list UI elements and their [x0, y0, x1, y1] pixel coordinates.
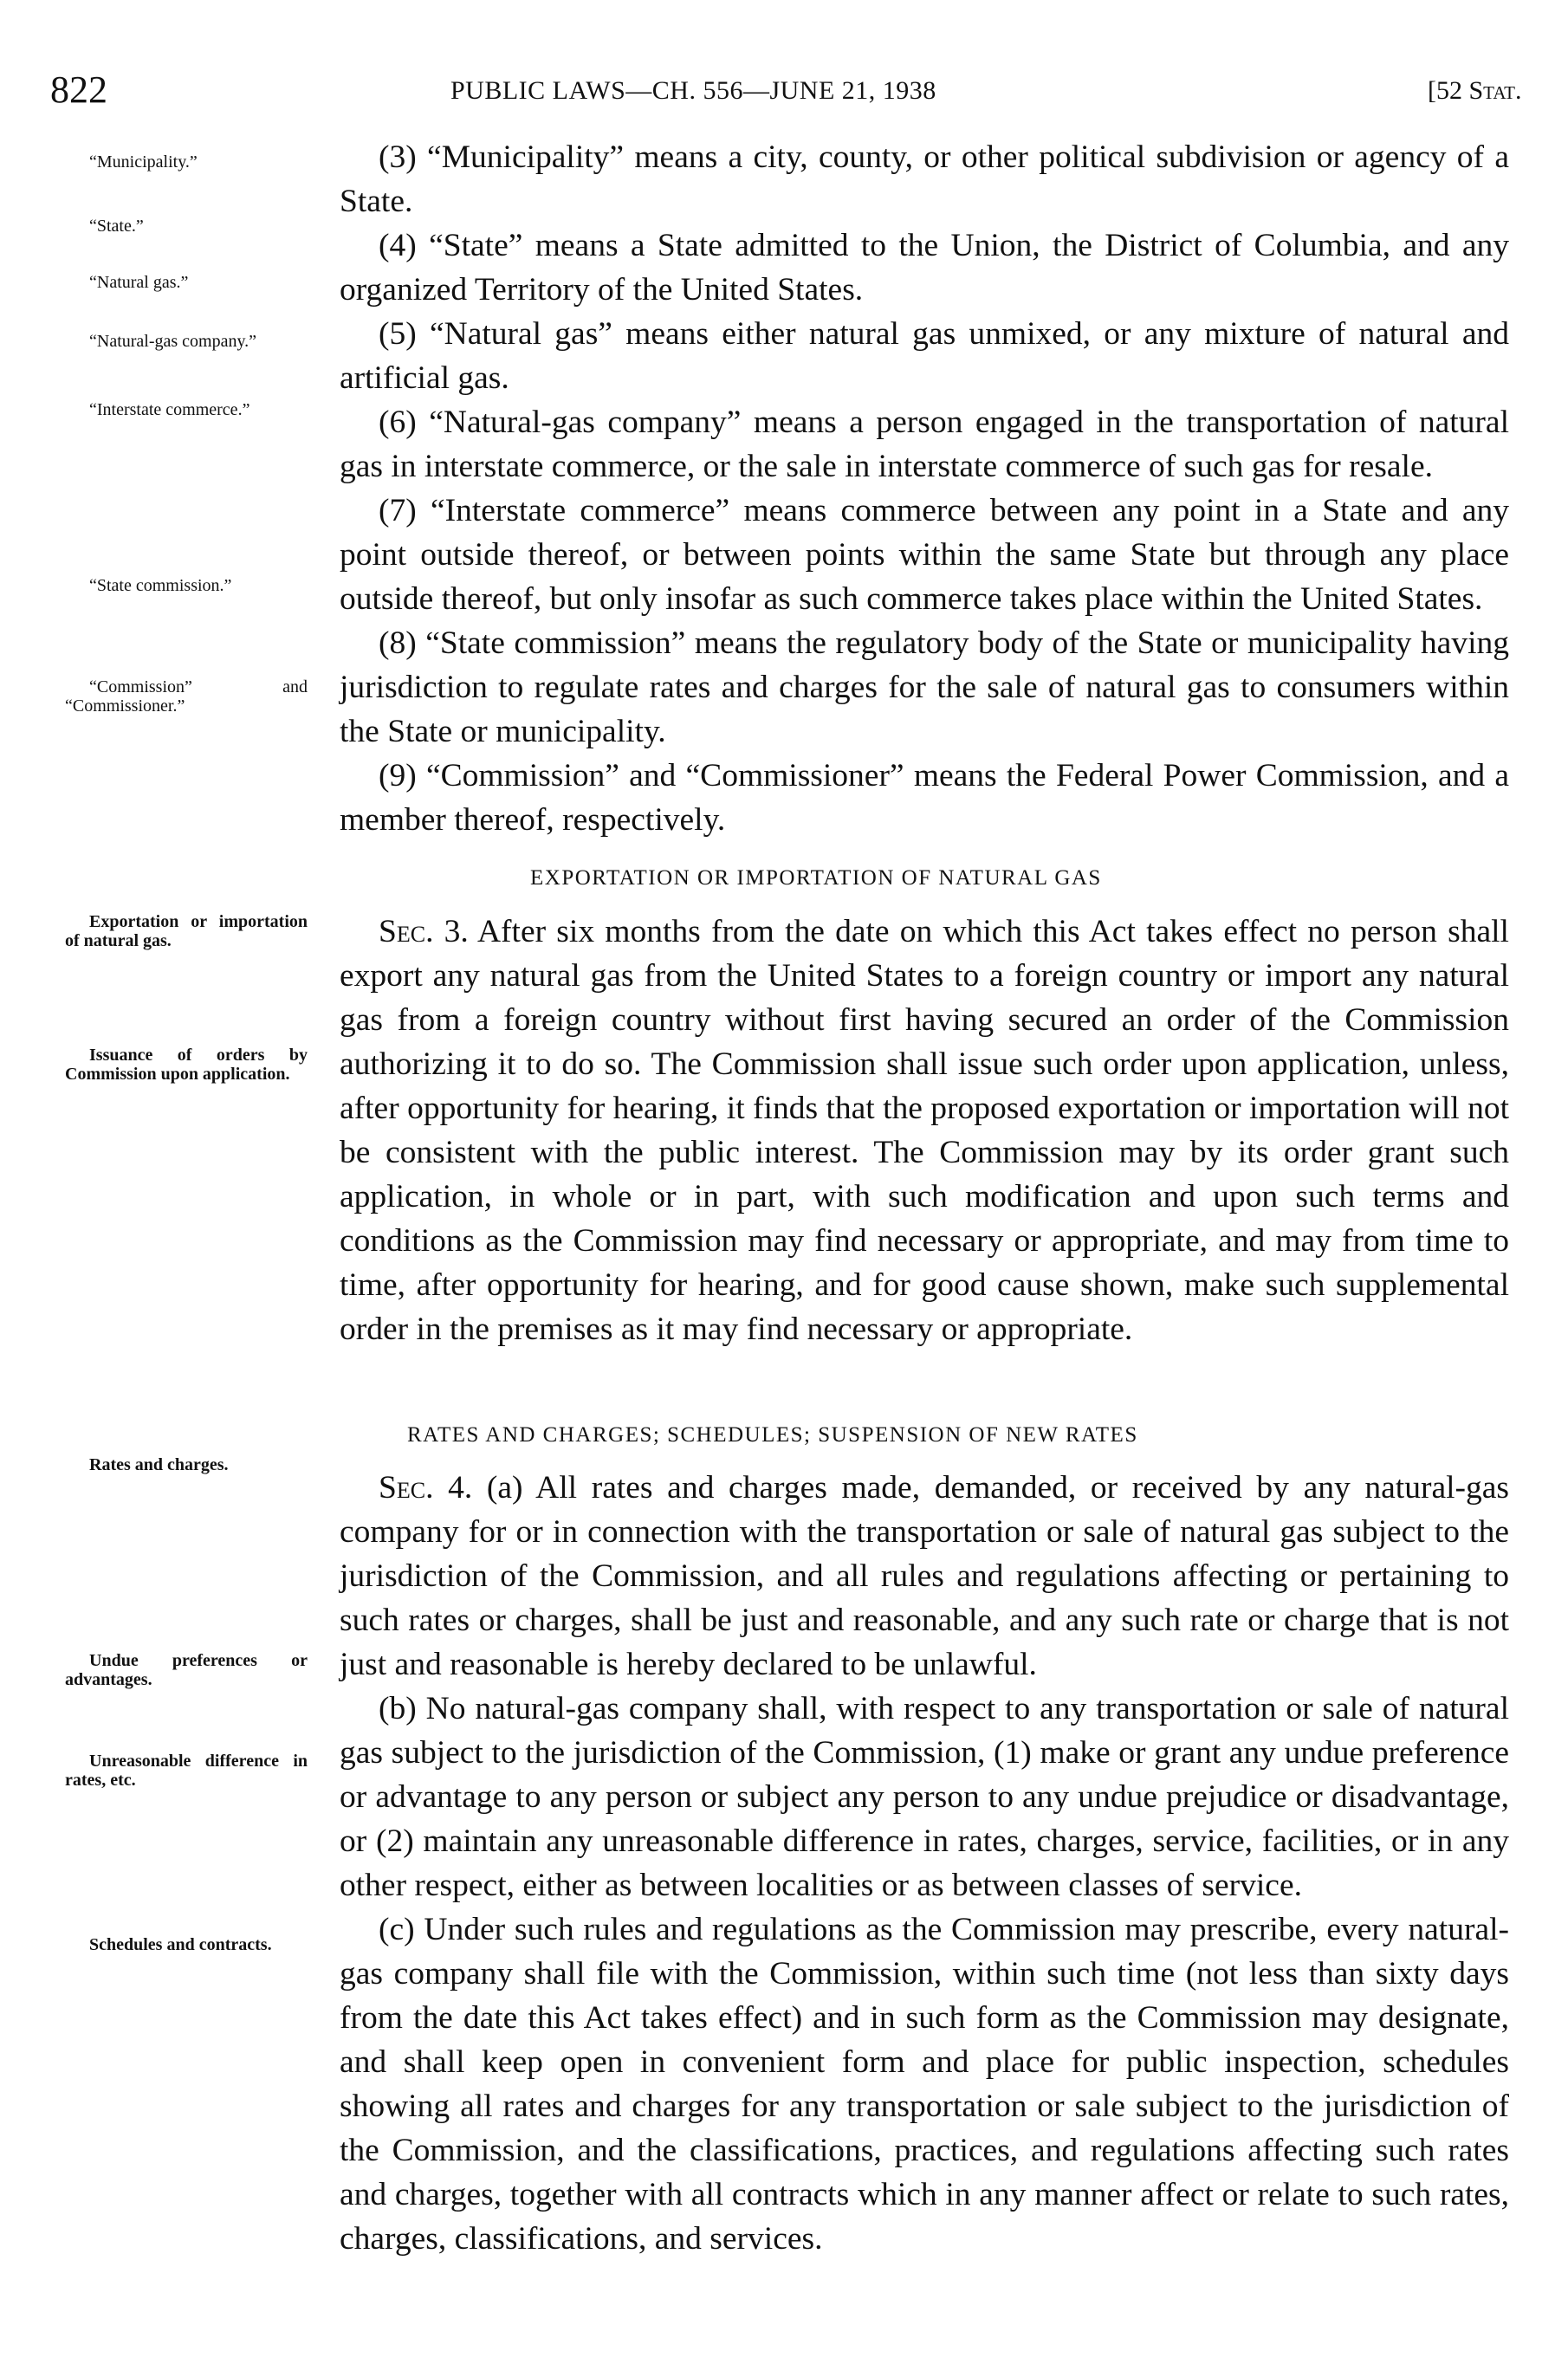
section-4c-paragraph: (c) Under such rules and regulations as the Commission may prescribe, every natural-gas company shall file with the Commission, within such time (not less than sixty days from the date this Act takes effect) and in such form as the Commission may designate, and shall keep open in convenient form and place for public inspection, schedules showing all rates and charges for any transportation or sale subject to the jurisdiction of the Commission, and the classifications, practices, and regulations affecting such rates and charges, together with all contracts which in any manner affect or relate to such rates, charges, classifications, and services.: [340, 1912, 1509, 2257]
margin-note-state-commission: “State commission.”: [89, 576, 232, 595]
running-head: PUBLIC LAWS—CH. 556—JUNE 21, 1938: [450, 76, 936, 105]
definition-state: (4) “State” means a State admitted to the Union, the District of Columbia, and any organized Territory of the United States.: [340, 228, 1509, 308]
section-3-heading: EXPORTATION OR IMPORTATION OF NATURAL GAS: [530, 866, 1102, 890]
margin-note-natural-gas-company: “Natural-gas company.”: [89, 332, 257, 351]
section-3-paragraph: Sec. 3. After six months from the date on which this Act takes effect no person shall export any natural gas from the United States to a foreign country or import any natural gas from a foreign country without first having secured an order of the Commission authorizing it to do so. The Commission shall issue such order upon application, unless, after opportunity for hearing, it finds that the proposed exportation or importation will not be consistent with the public interest. The Commission may by its order grant such application, in whole or in part, with such modification and upon such terms and conditions as the Commission may find necessary or appropriate, and may from time to time, after opportunity for hearing, and for good cause shown, make such supplemental order in the premises as it may find necessary or appropriate.: [340, 914, 1509, 1347]
margin-note-state: “State.”: [89, 217, 144, 236]
statute-reference: [52 Stat.: [1428, 76, 1522, 105]
page-number: 822: [50, 68, 107, 111]
definition-natural-gas: (5) “Natural gas” means either natural gas unmixed, or any mixture of natural and artificial gas.: [340, 316, 1509, 396]
margin-note-exportation: Exportation or importation of natural gas.: [65, 912, 308, 950]
definition-municipality: (3) “Municipality” means a city, county, or other political subdivision or agency of a State.: [340, 139, 1509, 219]
margin-note-natural-gas: “Natural gas.”: [89, 273, 189, 292]
section-3-block: [340, 910, 1509, 1351]
section-4b-paragraph: (b) No natural-gas company shall, with respect to any transportation or sale of natural gas subject to the jurisdiction of the Commission, (1) make or grant any undue preference or advantage to any person or subject any person to any undue prejudice or disadvantage, or (2) maintain any unreasonable difference in rates, charges, service, facilities, or in any other respect, either as between localities or as between classes of service.: [340, 1691, 1509, 1903]
definitions-block: [340, 135, 1509, 842]
definition-natural-gas-company: (6) “Natural-gas company” means a person engaged in the transportation of natural gas in interstate commerce, or the sale in interstate commerce of such gas for resale.: [340, 405, 1509, 484]
section-3-label: Sec. 3.: [379, 914, 469, 949]
margin-note-unreasonable: Unreasonable difference in rates, etc.: [65, 1752, 308, 1790]
margin-note-rates: Rates and charges.: [89, 1455, 229, 1474]
definition-state-commission: (8) “State commission” means the regulatory body of the State or municipality having jurisdiction to regulate rates and charges for the sale of natural gas to consumers within the State or municipality.: [340, 625, 1509, 749]
margin-note-issuance: Issuance of orders by Commission upon application.: [65, 1046, 308, 1084]
margin-note-interstate-commerce: “Interstate commerce.”: [89, 400, 250, 419]
margin-note-undue: Undue preferences or advantages.: [65, 1651, 308, 1689]
section-4-block: [340, 1466, 1509, 2261]
section-4-label: Sec. 4.: [379, 1470, 473, 1506]
definition-commission: (9) “Commission” and “Commissioner” means the Federal Power Commission, and a member thereof, respectively.: [340, 758, 1509, 838]
margin-note-municipality: “Municipality.”: [89, 152, 198, 172]
section-4-heading: RATES AND CHARGES; SCHEDULES; SUSPENSION OF NEW RATES: [407, 1423, 1138, 1447]
section-4a-paragraph: Sec. 4. (a) All rates and charges made, demanded, or received by any natural-gas company for or in connection with the transportation or sale of natural gas subject to the jurisdiction of the Commission, and all rules and regulations affecting or pertaining to such rates or charges, shall be just and reasonable, and any such rate or charge that is not just and reasonable is hereby declared to be unlawful.: [340, 1470, 1509, 1682]
margin-note-commission: “Commission” and “Commissioner.”: [65, 677, 308, 716]
definition-interstate-commerce: (7) “Interstate commerce” means commerce between any point in a State and any point outside thereof, or between points within the same State but through any place outside thereof, but only insofar as such commerce takes place within the United States.: [340, 493, 1509, 617]
margin-note-schedules: Schedules and contracts.: [89, 1935, 272, 1954]
